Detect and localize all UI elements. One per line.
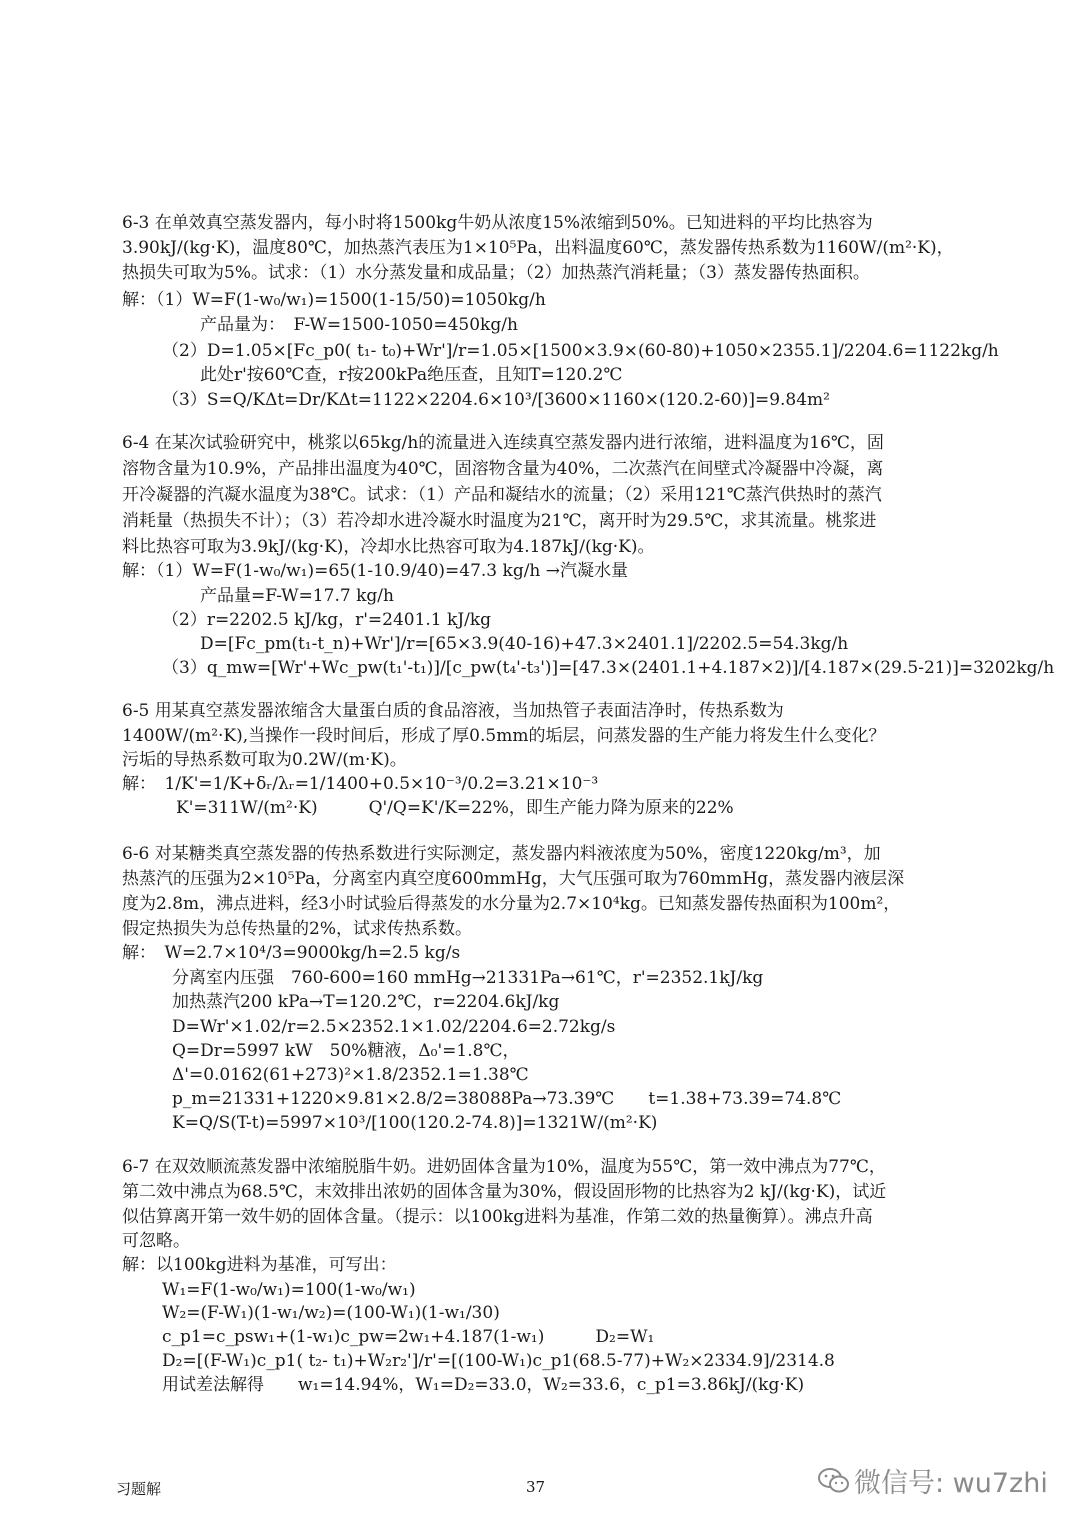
text-line: 污垢的导热系数可取为0.2W/(m·K)。 (122, 750, 407, 770)
text-line: 可忽略。 (122, 1231, 190, 1251)
text-line: 此处r'按60℃查，r按200kPa绝压查，且知T=120.2℃ (200, 365, 623, 385)
text-line: 加热蒸汽200 kPa→T=120.2℃，r=2204.6kJ/kg (172, 992, 560, 1012)
text-line: W₂=(F-W₁)(1-w₁/w₂)=(100-W₁)(1-w₁/30) (162, 1303, 500, 1323)
page-number: 37 (526, 1478, 546, 1496)
text-line: 用试差法解得 w₁=14.94%，W₁=D₂=33.0，W₂=33.6，c_p1=3.86kJ/(kg·K) (162, 1375, 805, 1395)
text-line: 解：（1）W=F(1-w₀/w₁)=65(1-10.9/40)=47.3 kg/h →汽凝水量 (122, 561, 629, 581)
text-line: 热损失可取为5%。试求：（1）水分蒸发量和成品量；（2）加热蒸汽消耗量；（3）蒸发器传热面积。 (122, 263, 870, 283)
text-line: 假定热损失为总传热量的2%，试求传热系数。 (122, 919, 472, 939)
text-line: 产品量=F-W=17.7 kg/h (200, 586, 394, 606)
text-line: 解： W=2.7×10⁴/3=9000kg/h=2.5 kg/s (122, 943, 461, 963)
text-line: 6-6 对某糖类真空蒸发器的传热系数进行实际测定，蒸发器内料液浓度为50%，密度1220kg/m³，加 (122, 844, 881, 864)
text-line: 热蒸汽的压强为2×10⁵Pa，分离室内真空度600mmHg，大气压强可取为760mmHg，蒸发器内液层深 (122, 869, 905, 889)
text-line: 度为2.8m，沸点进料，经3小时试验后得蒸发的水分量为2.7×10⁴kg。已知蒸发器传热面积为100m²， (122, 894, 901, 914)
text-line: 料比热容可取为3.9kJ/(kg·K)，冷却水比热容可取为4.187kJ/(kg·K)。 (122, 537, 655, 557)
text-line: p_m=21331+1220×9.81×2.8/2=38088Pa→73.39℃ t=1.38+73.39=74.8℃ (172, 1089, 842, 1109)
text-line: 分离室内压强 760-600=160 mmHg→21331Pa→61℃，r'=2352.1kJ/kg (172, 968, 764, 988)
text-line: K'=311W/(m²·K) Q'/Q=K'/K=22%，即生产能力降为原来的22% (176, 798, 734, 818)
text-line: 产品量为： F-W=1500-1050=450kg/h (200, 315, 518, 335)
text-line: Δ'=0.0162(61+273)²×1.8/2352.1=1.38℃ (172, 1065, 529, 1085)
watermark-text: 微信号: wu7zhi (854, 1468, 1048, 1499)
text-line: K=Q/S(T-t)=5997×10³/[100(120.2-74.8)]=1321W/(m²·K) (172, 1113, 658, 1133)
text-line: D=Wr'×1.02/r=2.5×2352.1×1.02/2204.6=2.72kg/s (172, 1017, 616, 1037)
text-line: 消耗量（热损失不计）；（3）若冷却水进冷凝水时温度为21℃，离开时为29.5℃，求其流量。桃浆进 (122, 511, 877, 531)
text-line: （3）q_mw=[Wr'+Wc_pw(t₁'-t₁)]/[c_pw(t₄'-t₃')]=[47.3×(2401.1+4.187×2)]/[4.187×(29.5-21)]=3202kg/h (162, 658, 1055, 678)
text-line: （3）S=Q/KΔt=Dr/KΔt=1122×2204.6×10³/[3600×1160×(120.2-60)]=9.84m² (162, 390, 830, 410)
text-line: 6-5 用某真空蒸发器浓缩含大量蛋白质的食品溶液，当加热管子表面洁净时，传热系数为 (122, 701, 784, 721)
text-line: W₁=F(1-w₀/w₁)=100(1-w₀/w₁) (162, 1280, 416, 1300)
text-line: 3.90kJ/(kg·K)，温度80℃，加热蒸汽表压为1×10⁵Pa，出料温度60℃，蒸发器传热系数为1160W/(m²·K)， (122, 238, 954, 258)
text-line: （2）D=1.05×[Fc_p0( t₁- t₀)+Wr']/r=1.05×[1500×3.9×(60-80)+1050×2355.1]/2204.6=1122kg/h (162, 341, 999, 361)
text-line: 解：以100kg进料为基准，可写出： (122, 1255, 397, 1275)
text-line: 第二效中沸点为68.5℃，末效排出浓奶的固体含量为30%，假设固形物的比热容为2 kJ/(kg·K)，试近 (122, 1182, 887, 1202)
text-line: 解： 1/K'=1/K+δᵣ/λᵣ=1/1400+0.5×10⁻³/0.2=3.21×10⁻³ (122, 774, 599, 794)
text-line: 开冷凝器的汽凝水温度为38℃。试求：（1）产品和凝结水的流量；（2）采用121℃蒸汽供热时的蒸汽 (122, 485, 882, 505)
wechat-icon (818, 1467, 850, 1502)
text-line: 溶物含量为10.9%，产品排出温度为40℃，固溶物含量为40%，二次蒸汽在间壁式冷凝器中冷凝，离 (122, 459, 884, 479)
wechat-watermark (818, 1461, 1048, 1502)
text-line: D₂=[(F-W₁)c_p1( t₂- t₁)+W₂r₂']/r'=[(100-W₁)c_p1(68.5-77)+W₂×2334.9]/2314.8 (162, 1351, 835, 1371)
text-line: 6-7 在双效顺流蒸发器中浓缩脱脂牛奶。进奶固体含量为10%，温度为55℃，第一效中沸点为77℃， (122, 1157, 886, 1177)
text-line: D=[Fc_pm(t₁-t_n)+Wr']/r=[65×3.9(40-16)+47.3×2401.1]/2202.5=54.3kg/h (200, 634, 849, 654)
text-line: Q=Dr=5997 kW 50%糖液，Δ₀'=1.8℃， (172, 1041, 520, 1061)
text-line: 似估算离开第一效牛奶的固体含量。（提示：以100kg进料为基准，作第二效的热量衡算）。沸点升高 (122, 1207, 873, 1227)
text-line: 1400W/(m²·K),当操作一段时间后，形成了厚0.5mm的垢层，问蒸发器的生产能力将发生什么变化？ (122, 726, 886, 746)
text-line: c_p1=c_psw₁+(1-w₁)c_pw=2w₁+4.187(1-w₁) D₂=W₁ (162, 1327, 655, 1347)
text-line: 6-4 在某次试验研究中，桃浆以65kg/h的流量进入连续真空蒸发器内进行浓缩，进料温度为16℃，固 (122, 433, 884, 453)
text-line: 解：（1）W=F(1-w₀/w₁)=1500(1-15/50)=1050kg/h (122, 290, 546, 310)
text-line: 6-3 在单效真空蒸发器内，每小时将1500kg牛奶从浓度15%浓缩到50%。已知进料的平均比热容为 (122, 213, 873, 233)
footer-section-label: 习题解 (116, 1480, 162, 1498)
text-line: （2）r=2202.5 kJ/kg，r'=2401.1 kJ/kg (162, 610, 492, 630)
